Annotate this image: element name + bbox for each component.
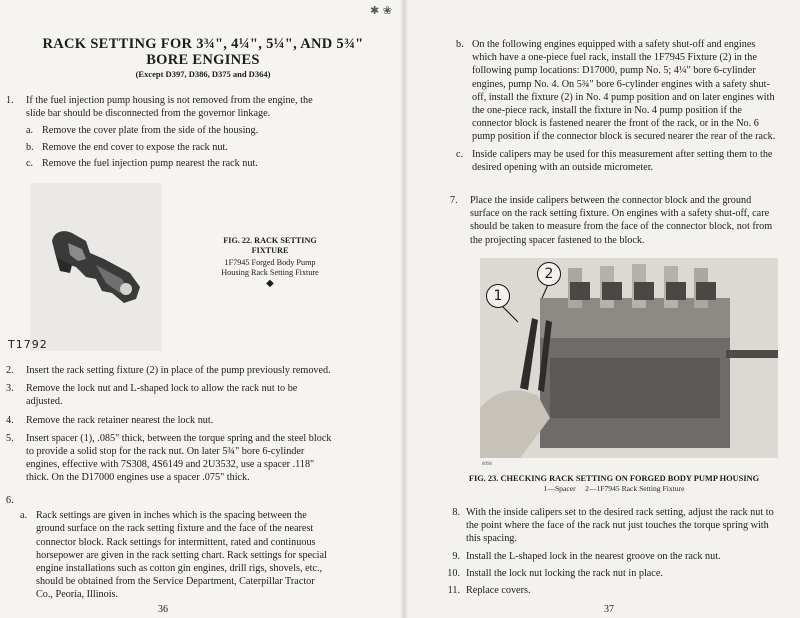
step-item: 2. Insert the rack setting fixture (2) in place of the pump previously removed. <box>6 365 331 376</box>
step-number: 6. <box>6 495 14 506</box>
step-item: 8. With the inside calipers set to the desired rack setting, adjust the rack nut to the point where the face of the rack nut just touches the torque spring with this spacing. <box>452 507 774 545</box>
fig-23-photo <box>480 258 778 458</box>
step-item: 11. Replace covers. <box>447 585 531 597</box>
title-line-2: BORE ENGINES <box>146 52 260 68</box>
fig-23-caption <box>450 474 778 494</box>
ornament-icon: ◆ <box>266 278 274 289</box>
step-item: 9. Install the L-shaped lock in the nearest groove on the rack nut. <box>452 550 721 562</box>
step-item: 10. Install the lock nut locking the rack nut in place. <box>447 567 663 579</box>
fig-23-legend: 1—Spacer 2—1F7945 Rack Setting Fixture <box>543 484 685 493</box>
page-title <box>4 36 402 68</box>
step-text: If the fuel injection pump housing is not removed from the engine, the slide bar should be disconnected from the governor linkage. <box>26 95 313 120</box>
title-line-1: RACK SETTING FOR 3¾", 4¼", 5¼", AND 5¾" <box>42 36 364 52</box>
page-subtitle: (Except D397, D386, D375 and D364) <box>135 69 271 79</box>
photo-code: T1792 <box>8 338 48 351</box>
top-mark: ✱ ❀ <box>370 4 392 17</box>
sub-item: b. Remove the end cover to expose the rack nut. <box>26 141 228 153</box>
step-item: 5. Insert spacer (1), .085" thick, between the torque spring and the steel block to provide a solid stop for the rack nut. On later 5¾" bore 6-cylinder engines, effective with 7S308, 4S6149 and 2U3532, use a spacer .118" thick. On the D17000 engines use a spacer .075" thick. <box>6 432 332 484</box>
sub-item: c. Remove the fuel injection pump nearest the rack nut. <box>26 157 258 169</box>
callout-2: 2 <box>537 262 561 286</box>
callout-1: 1 <box>486 284 510 308</box>
sub-item: c. Inside calipers may be used for this measurement after setting them to the desired opening with an outside micrometer. <box>456 148 773 173</box>
page-number-left: 36 <box>158 604 168 615</box>
page-number-right: 37 <box>604 604 614 615</box>
sub-item: a. Remove the cover plate from the side of the housing. <box>26 125 259 137</box>
fig-22-title-2: FIXTURE <box>251 245 289 255</box>
step-number: 1. <box>6 95 14 106</box>
pump-housing-illustration <box>480 258 778 458</box>
fig-23-title: FIG. 23. CHECKING RACK SETTING ON FORGED BODY PUMP HOUSING <box>468 474 760 483</box>
step-1-sublist <box>6 124 332 170</box>
book-gutter <box>400 0 408 618</box>
rack-fixture-illustration <box>30 183 162 351</box>
photo-tag: 8096 <box>482 462 492 467</box>
step-1 <box>6 94 332 170</box>
step-item: 7. Place the inside calipers between the connector block and the ground surface on the rack setting fixture. On engines with a safety shut-off, care should be taken to measure from the face of the connector block, not from the projecting spacer fastened to the block. <box>450 195 773 246</box>
fig-22-caption <box>212 236 328 289</box>
step-item: 3. Remove the lock nut and L-shaped lock to allow the rack nut to be adjusted. <box>6 383 298 408</box>
step-item: 4. Remove the rack retainer nearest the lock nut. <box>6 414 214 426</box>
fig-22-description: 1F7945 Forged Body Pump Housing Rack Setting Fixture <box>221 258 319 277</box>
right-sublist <box>456 38 778 174</box>
steps-8-11 <box>446 506 778 597</box>
fig-22-title-1: FIG. 22. RACK SETTING <box>223 236 317 245</box>
sub-item: a. Rack settings are given in inches which is the spacing between the ground surface on the rack setting fixture and the face of the nearest connector block. Rack settings for intermittent, rated and continuous horsepower are given in the rack setting chart. Rack settings for special engine installations such as cotton gin engines, drill rigs, shovels, etc., should be obtained from the Service Department, Caterpillar Tractor Co., Peoria, Illinois. <box>20 510 327 601</box>
step-7 <box>450 194 778 247</box>
steps-2-5 <box>6 364 332 485</box>
sub-item: b. On the following engines equipped with a safety shut-off and engines which have a one-piece fuel rack, install the 1F7945 Fixture (2) in the following pump locations: D17000, pump No. 5; 4¼" bore 6-cylinder engines, pump No. 4. On 5¾" bore 6-cylinder engines with a safety shut-off, install the fixture (2) in No. 4 pump position and on later engines with the one-piece rack, install the fixture in No. 4 pump position if the connector block is fastened nearer the front of the rack, or in the No. 6 pump position if the connector block is secured nearer the rear of the rack. <box>456 39 776 143</box>
step-6 <box>6 494 332 602</box>
fig-22-photo <box>30 183 162 351</box>
